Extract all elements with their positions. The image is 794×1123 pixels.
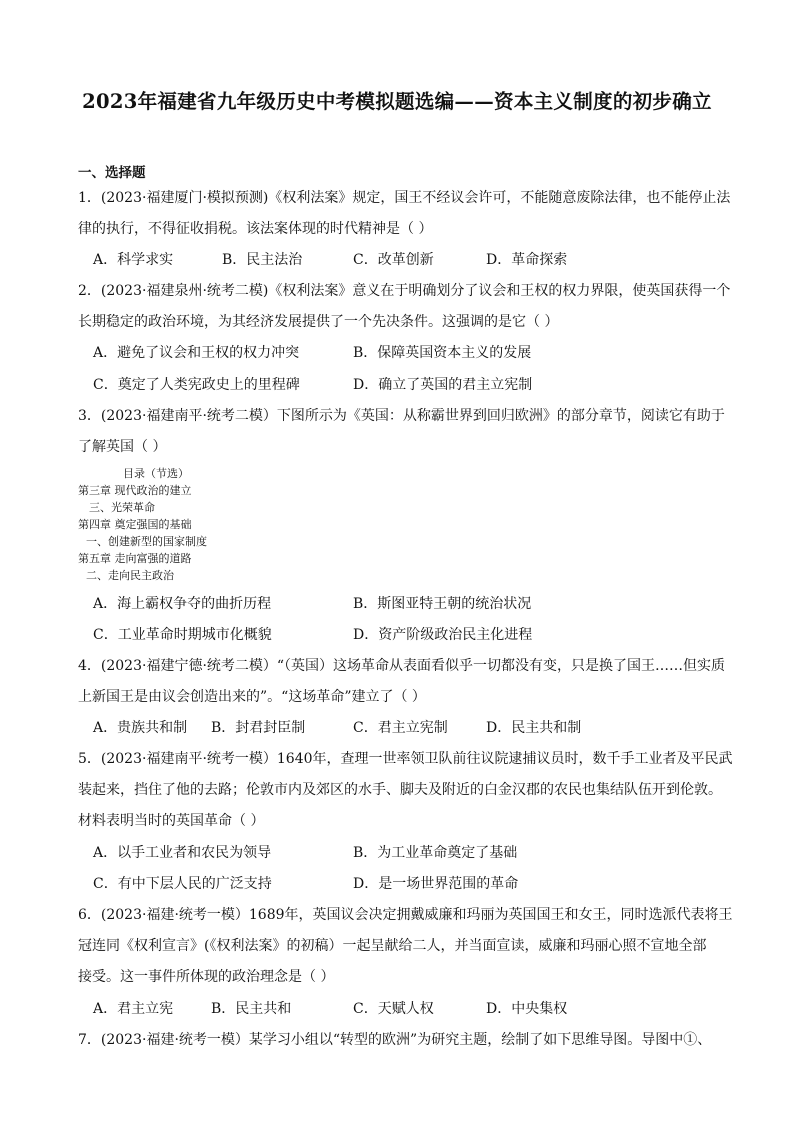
q6-option-c[interactable]: C．天赋人权 [353,1001,434,1017]
toc-line: 第三章 现代政治的建立 [78,484,192,497]
q4-option-a[interactable]: A．贵族共和制 [93,720,188,736]
q3-option-d[interactable]: D．资产阶级政治民主化进程 [353,627,533,643]
q1-stem-line2: 律的执行，不得征收捐税。该法案体现的时代精神是（ ） [78,221,433,237]
q2-option-a[interactable]: A．避免了议会和王权的权力冲突 [93,345,300,361]
q2-option-b[interactable]: B．保障英国资本主义的发展 [353,345,532,361]
q3-stem-line1: 3．(2023·福建南平·统考二模）下图所示为《英国：从称霸世界到回归欧洲》的部分章节，阅读它有助于 [78,408,725,424]
q5-option-c[interactable]: C．有中下层人民的广泛支持 [93,876,272,892]
q5-stem-line2: 装起来，挡住了他的去路；伦敦市内及郊区的水手、脚夫及附近的白金汉郡的农民也集结队伍开到伦敦。 [78,782,722,798]
q6-option-d[interactable]: D．中央集权 [486,1001,568,1017]
q1-option-d[interactable]: D．革命探索 [486,252,568,268]
q6-stem-line2: 冠连同《权利宣言》(《权利法案》的初稿）一起呈献给二人，并当面宣读，威廉和玛丽心照不宣地全部 [78,938,707,954]
toc-line: 一、创建新型的国家制度 [86,535,207,548]
q1-option-b[interactable]: B．民主法治 [222,252,303,268]
q1-stem-line1: 1．(2023·福建厦门·模拟预测)《权利法案》规定，国王不经议会许可，不能随意废除法律，也不能停止法 [78,190,731,206]
toc-heading: 目录（节选） [123,467,189,480]
q1-option-a[interactable]: A．科学求实 [93,252,174,268]
q2-stem-line1: 2．(2023·福建泉州·统考二模)《权利法案》意义在于明确划分了议会和王权的权力界限，使英国获得一个 [78,283,731,299]
q5-option-a[interactable]: A．以手工业者和农民为领导 [93,845,272,861]
q4-option-b[interactable]: B．封君封臣制 [211,720,306,736]
toc-line: 二、走向民主政治 [86,569,174,582]
q3-stem-line2: 了解英国（ ） [78,439,167,455]
toc-line: 第五章 走向富强的道路 [78,552,192,565]
q3-option-c[interactable]: C．工业革命时期城市化概貌 [93,627,272,643]
q6-option-b[interactable]: B．民主共和 [211,1001,292,1017]
q5-stem-line3: 材料表明当时的英国革命（ ） [78,813,265,829]
q7-stem-line1: 7．(2023·福建·统考一模）某学习小组以“转型的欧洲”为研究主题，绘制了如下思维导图。导图中①、 [78,1032,712,1048]
q6-option-a[interactable]: A．君主立宪 [93,1001,174,1017]
q4-stem-line2: 上新国王是由议会创造出来的”。“这场革命”建立了（ ） [78,689,426,705]
q5-option-d[interactable]: D．是一场世界范围的革命 [353,876,519,892]
toc-line: 第四章 奠定强国的基础 [78,518,192,531]
q5-stem-line1: 5．(2023·福建南平·统考一模）1640年，查理一世率领卫队前往议院逮捕议员时，数千手工业者及平民武 [78,751,733,767]
section-heading: 一、选择题 [78,165,146,181]
q2-stem-line2: 长期稳定的政治环境，为其经济发展提供了一个先决条件。这强调的是它（ ） [78,314,559,330]
q2-option-c[interactable]: C．奠定了人类宪政史上的里程碑 [93,377,300,393]
q6-stem-line3: 接受。这一事件所体现的政治理念是（ ） [78,969,335,985]
q3-option-a[interactable]: A．海上霸权争夺的曲折历程 [93,596,272,612]
q1-option-c[interactable]: C．改革创新 [353,252,434,268]
toc-line: 三、光荣革命 [89,501,155,514]
q3-option-b[interactable]: B．斯图亚特王朝的统治状况 [353,596,532,612]
q5-option-b[interactable]: B．为工业革命奠定了基础 [353,845,518,861]
q4-stem-line1: 4．(2023·福建宁德·统考二模）“（英国）这场革命从表面看似乎一切都没有变，只是换了国王……但实质 [78,658,726,674]
q4-option-c[interactable]: C．君主立宪制 [353,720,448,736]
document-title: 2023年福建省九年级历史中考模拟题选编——资本主义制度的初步确立 [82,90,712,113]
q2-option-d[interactable]: D．确立了英国的君主立宪制 [353,377,533,393]
q4-option-d[interactable]: D．民主共和制 [486,720,582,736]
q6-stem-line1: 6．(2023·福建·统考一模）1689年，英国议会决定拥戴威廉和玛丽为英国国王和女王，同时选派代表将王 [78,907,733,923]
